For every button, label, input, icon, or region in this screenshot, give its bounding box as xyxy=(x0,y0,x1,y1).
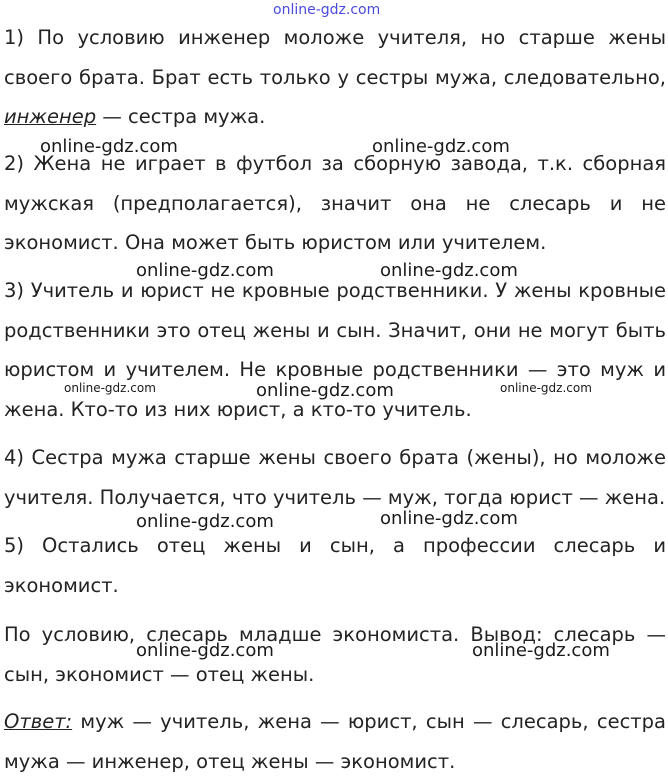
p1-line3 xyxy=(4,97,666,137)
paragraph-1 xyxy=(4,18,666,137)
watermark: online-gdz.com xyxy=(136,260,274,281)
watermark: online-gdz.com xyxy=(136,511,274,532)
p5-line2: экономист. xyxy=(4,566,666,606)
watermark: online-gdz.com xyxy=(372,136,510,157)
paragraph-4 xyxy=(4,438,666,517)
p5-line1: 5) Остались отец жены и сын, а профессии слесарь и xyxy=(4,526,666,566)
watermark-top: online-gdz.com xyxy=(273,2,380,18)
p2-line2: мужская (предполагается), значит она не слесарь и не xyxy=(4,184,666,224)
watermark: online-gdz.com xyxy=(40,136,178,157)
answer-text-1: муж — учитель, жена — юрист, сын — слесарь, сестра xyxy=(72,710,666,733)
watermark: online-gdz.com xyxy=(380,260,518,281)
paragraph-3 xyxy=(4,271,666,429)
watermark: online-gdz.com xyxy=(136,640,274,661)
p3-line1: 3) Учитель и юрист не кровные родственники. У жены кровные xyxy=(4,271,666,311)
answer-paragraph xyxy=(4,702,666,781)
watermark: online-gdz.com xyxy=(380,508,518,529)
watermark: online-gdz.com xyxy=(64,381,156,395)
p3-line2: родственники это отец жены и сын. Значит, они не могут быть xyxy=(4,311,666,351)
watermark: online-gdz.com xyxy=(256,380,394,401)
p4-line1: 4) Сестра мужа старше жены своего брата (жены), но моложе xyxy=(4,438,666,478)
p1-emphasis: инженер xyxy=(4,105,96,128)
watermark: online-gdz.com xyxy=(500,381,592,395)
p1-rest: — сестра мужа. xyxy=(96,105,265,128)
p4-line2: учителя. Получается, что учитель — муж, тогда юрист — жена. xyxy=(4,478,666,518)
answer-line1 xyxy=(4,702,666,742)
p1-line1: 1) По условию инженер моложе учителя, но старше жены xyxy=(4,18,666,58)
p2-line3: экономист. Она может быть юристом или учителем. xyxy=(4,223,666,263)
p1-line2: своего брата. Брат есть только у сестры мужа, следовательно, xyxy=(4,58,666,98)
paragraph-2 xyxy=(4,144,666,263)
watermark: online-gdz.com xyxy=(472,640,610,661)
paragraph-5 xyxy=(4,526,666,605)
p6-line1: По условию, слесарь младше экономиста. Вывод: слесарь — xyxy=(4,615,666,655)
p6-line2: сын, экономист — отец жены. xyxy=(4,655,666,695)
answer-label: Ответ: xyxy=(4,710,72,733)
p3-line3: юристом и учителем. Не кровные родственники — это муж и xyxy=(4,350,666,390)
answer-line2: мужа — инженер, отец жены — экономист. xyxy=(4,742,666,781)
p3-line4: жена. Кто-то из них юрист, а кто-то учитель. xyxy=(4,390,666,430)
p2-line1: 2) Жена не играет в футбол за сборную завода, т.к. сборная xyxy=(4,144,666,184)
